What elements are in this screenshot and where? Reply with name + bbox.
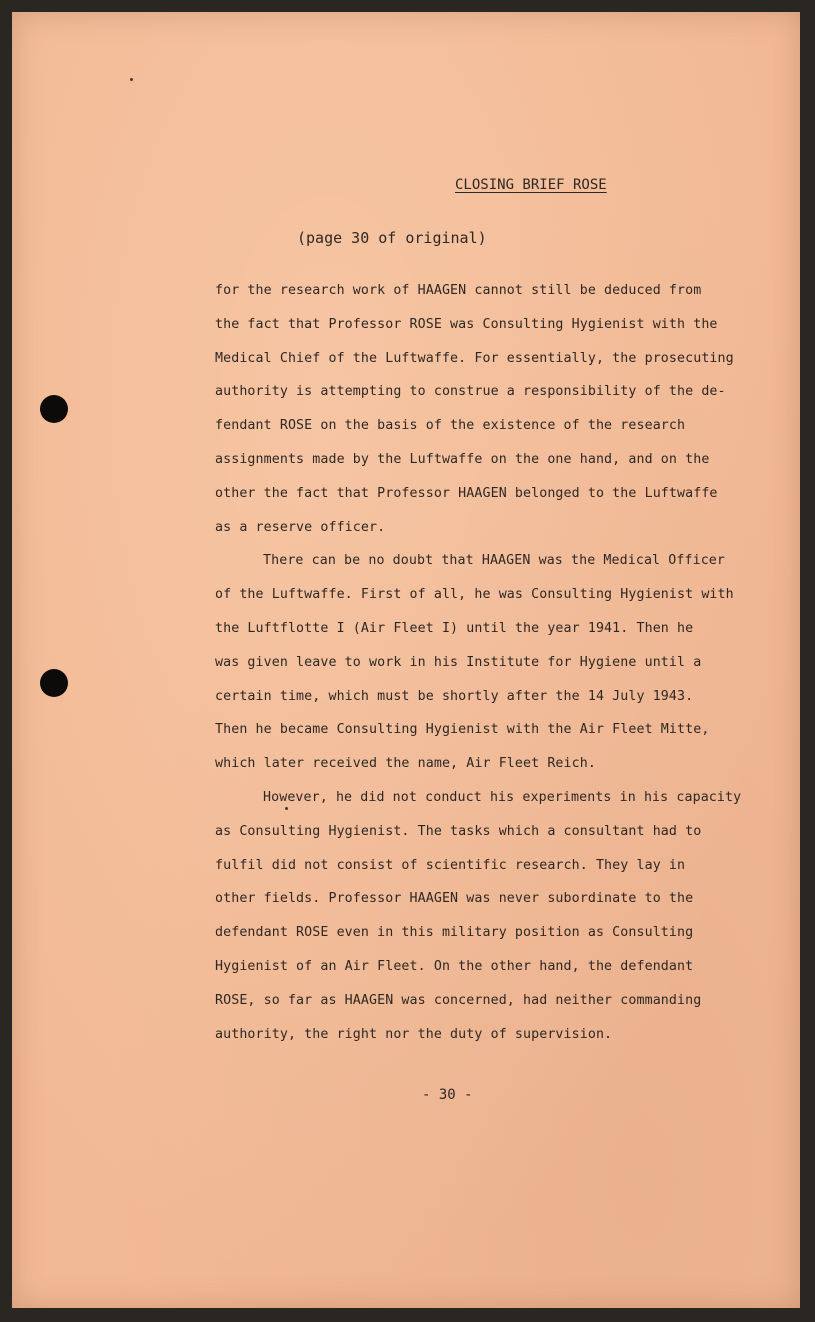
text-line: fendant ROSE on the basis of the existence of the research	[215, 418, 686, 434]
page-number: - 30 -	[422, 1087, 473, 1103]
text-line: certain time, which must be shortly after the 14 July 1943.	[215, 688, 694, 704]
text-line: was given leave to work in his Institute for Hygiene until a	[215, 654, 702, 670]
text-line: the fact that Professor ROSE was Consulting Hygienist with the	[215, 316, 718, 332]
text-line: other fields. Professor HAAGEN was never subordinate to the	[215, 891, 694, 907]
punch-hole-top	[40, 395, 68, 423]
paragraph	[215, 544, 775, 781]
text-line: Medical Chief of the Luftwaffe. For essentially, the prosecuting	[215, 350, 734, 366]
text-line: as Consulting Hygienist. The tasks which a consultant had to	[215, 823, 702, 839]
body-text	[215, 274, 775, 1051]
text-line: the Luftflotte I (Air Fleet I) until the year 1941. Then he	[215, 620, 694, 636]
text-line: as a reserve officer.	[215, 519, 386, 535]
text-line: for the research work of HAAGEN cannot still be deduced from	[215, 283, 702, 298]
text-line: However, he did not conduct his experiments in his capacity	[263, 789, 742, 805]
page-reference: (page 30 of original)	[297, 229, 487, 247]
text-line: fulfil did not consist of scientific research. They lay in	[215, 857, 686, 873]
text-line: There can be no doubt that HAAGEN was the Medical Officer	[263, 553, 726, 569]
document-title: CLOSING BRIEF ROSE	[455, 177, 607, 193]
document-page	[12, 12, 800, 1308]
text-line: authority is attempting to construe a responsibility of the de-	[215, 384, 726, 400]
paragraph	[215, 781, 775, 1051]
text-line: other the fact that Professor HAAGEN belonged to the Luftwaffe	[215, 485, 718, 501]
text-line: ROSE, so far as HAAGEN was concerned, had neither commanding	[215, 992, 702, 1008]
punch-hole-bottom	[40, 669, 68, 697]
text-line: assignments made by the Luftwaffe on the one hand, and on the	[215, 451, 710, 467]
text-line: of the Luftwaffe. First of all, he was Consulting Hygienist with	[215, 587, 734, 603]
paragraph	[215, 274, 775, 544]
text-line: authority, the right nor the duty of supervision.	[215, 1026, 613, 1042]
text-line: defendant ROSE even in this military position as Consulting	[215, 925, 694, 941]
text-line: Hygienist of an Air Fleet. On the other hand, the defendant	[215, 958, 694, 974]
paper-speck	[130, 78, 133, 81]
text-line: Then he became Consulting Hygienist with the Air Fleet Mitte,	[215, 722, 710, 738]
text-line: which later received the name, Air Fleet Reich.	[215, 756, 596, 772]
